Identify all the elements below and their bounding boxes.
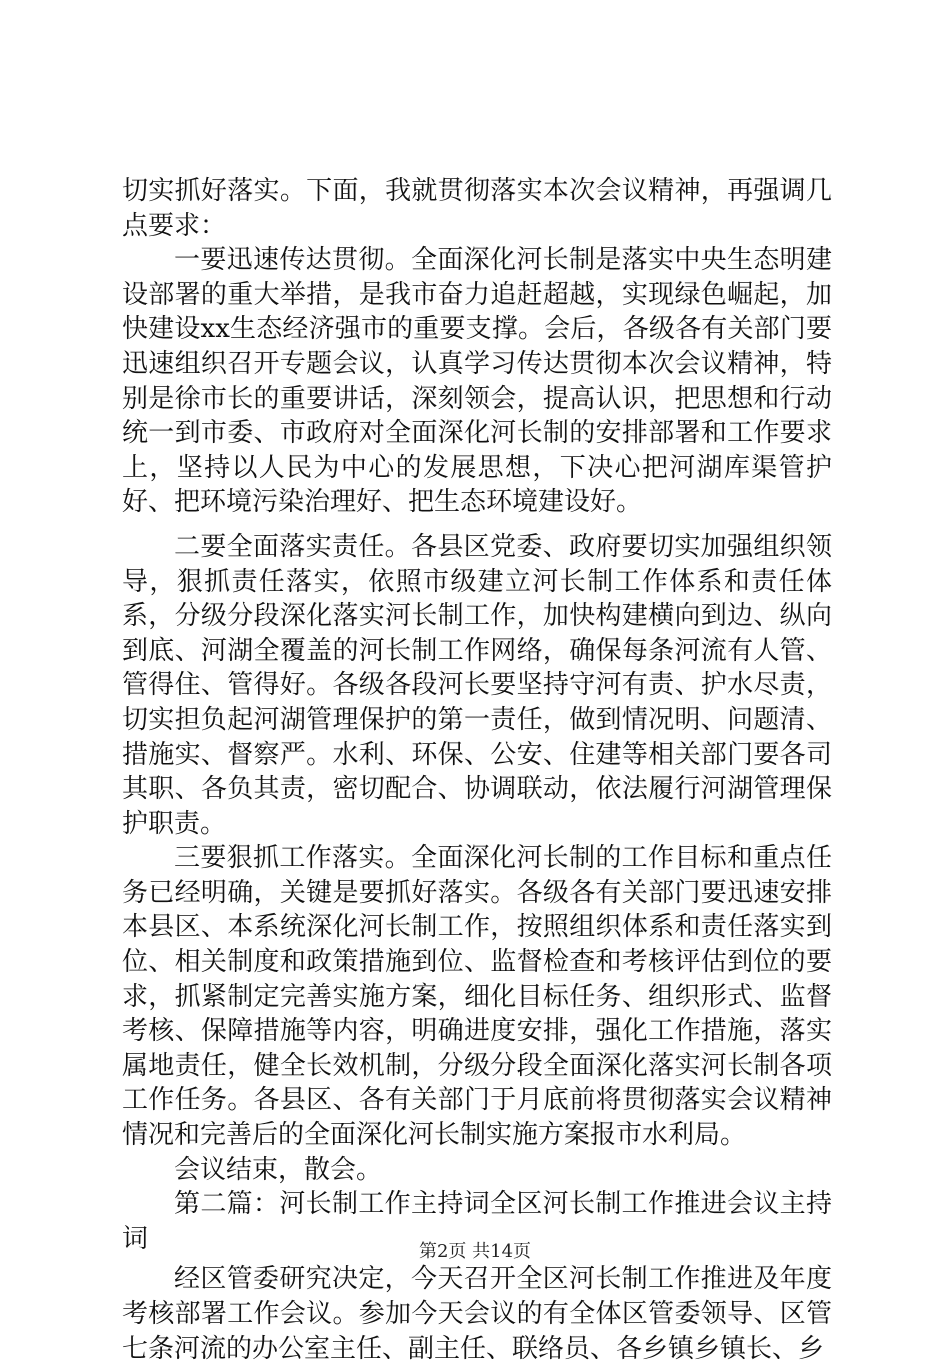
paragraph-point-one: 一要迅速传达贯彻。全面深化河长制是落实中央生态明建设部署的重大举措，是我市奋力追赶超越，实现绿色崛起，加快建设xx生态经济强市的重要支撑。会后，各级各有关部门要迅速组织召开专题会议，认真学习传达贯彻本次会议精神，特别是徐市长的重要讲话，深刻领会，提高认识，把思想和行动统一到市委、市政府对全面深化河长制的安排部署和工作要求上，坚持以人民为中心的发展思想，下决心把河湖库渠管护好、把环境污染治理好、把生态环境建设好。 <box>122 245 832 518</box>
paragraph-point-two: 二要全面落实责任。各县区党委、政府要切实加强组织领导，狠抓责任落实，依照市级建立河长制工作体系和责任体系，分级分段深化落实河长制工作，加快构建横向到边、纵向到底、河湖全覆盖的河长制工作网络，确保每条河流有人管、管得住、管得好。各级各段河长要坚持守河有责、护水尽责，切实担负起河湖管理保护的第一责任，做到情况明、问题清、措施实、督察严。水利、环保、公安、住建等相关部门要各司其职、各负其责，密切配合、协调联动，依法履行河湖管理保护职责。 <box>122 531 832 839</box>
page-number-footer: 第2页 共14页 <box>418 1241 532 1262</box>
section-heading: 第二篇：河长制工作主持词全区河长制工作推进会议主持词 <box>122 1189 832 1254</box>
paragraph-closing: 会议结束，散会。 <box>174 1154 383 1185</box>
paragraph-continuation: 切实抓好落实。下面，我就贯彻落实本次会议精神，再强调几点要求： <box>122 176 832 241</box>
document-body <box>122 174 832 1366</box>
paragraph-opening: 经区管委研究决定，今天召开全区河长制工作推进及年度考核部署工作会议。参加今天会议的有全体区管委领导、区管七条河流的办公室主任、副主任、联络员、各乡镇乡镇长、乡 <box>122 1264 832 1364</box>
paragraph-point-three: 三要狠抓工作落实。全面深化河长制的工作目标和重点任务已经明确，关键是要抓好落实。各级各有关部门要迅速安排本县区、本系统深化河长制工作，按照组织体系和责任落实到位、相关制度和政策措施到位、监督检查和考核评估到位的要求，抓紧制定完善实施方案，细化目标任务、组织形式、监督考核、保障措施等内容，明确进度安排，强化工作措施，落实属地责任，健全长效机制，分级分段全面深化落实河长制各项工作任务。各县区、各有关部门于月底前将贯彻落实会议精神情况和完善后的全面深化河长制实施方案报市水利局。 <box>122 843 832 1151</box>
